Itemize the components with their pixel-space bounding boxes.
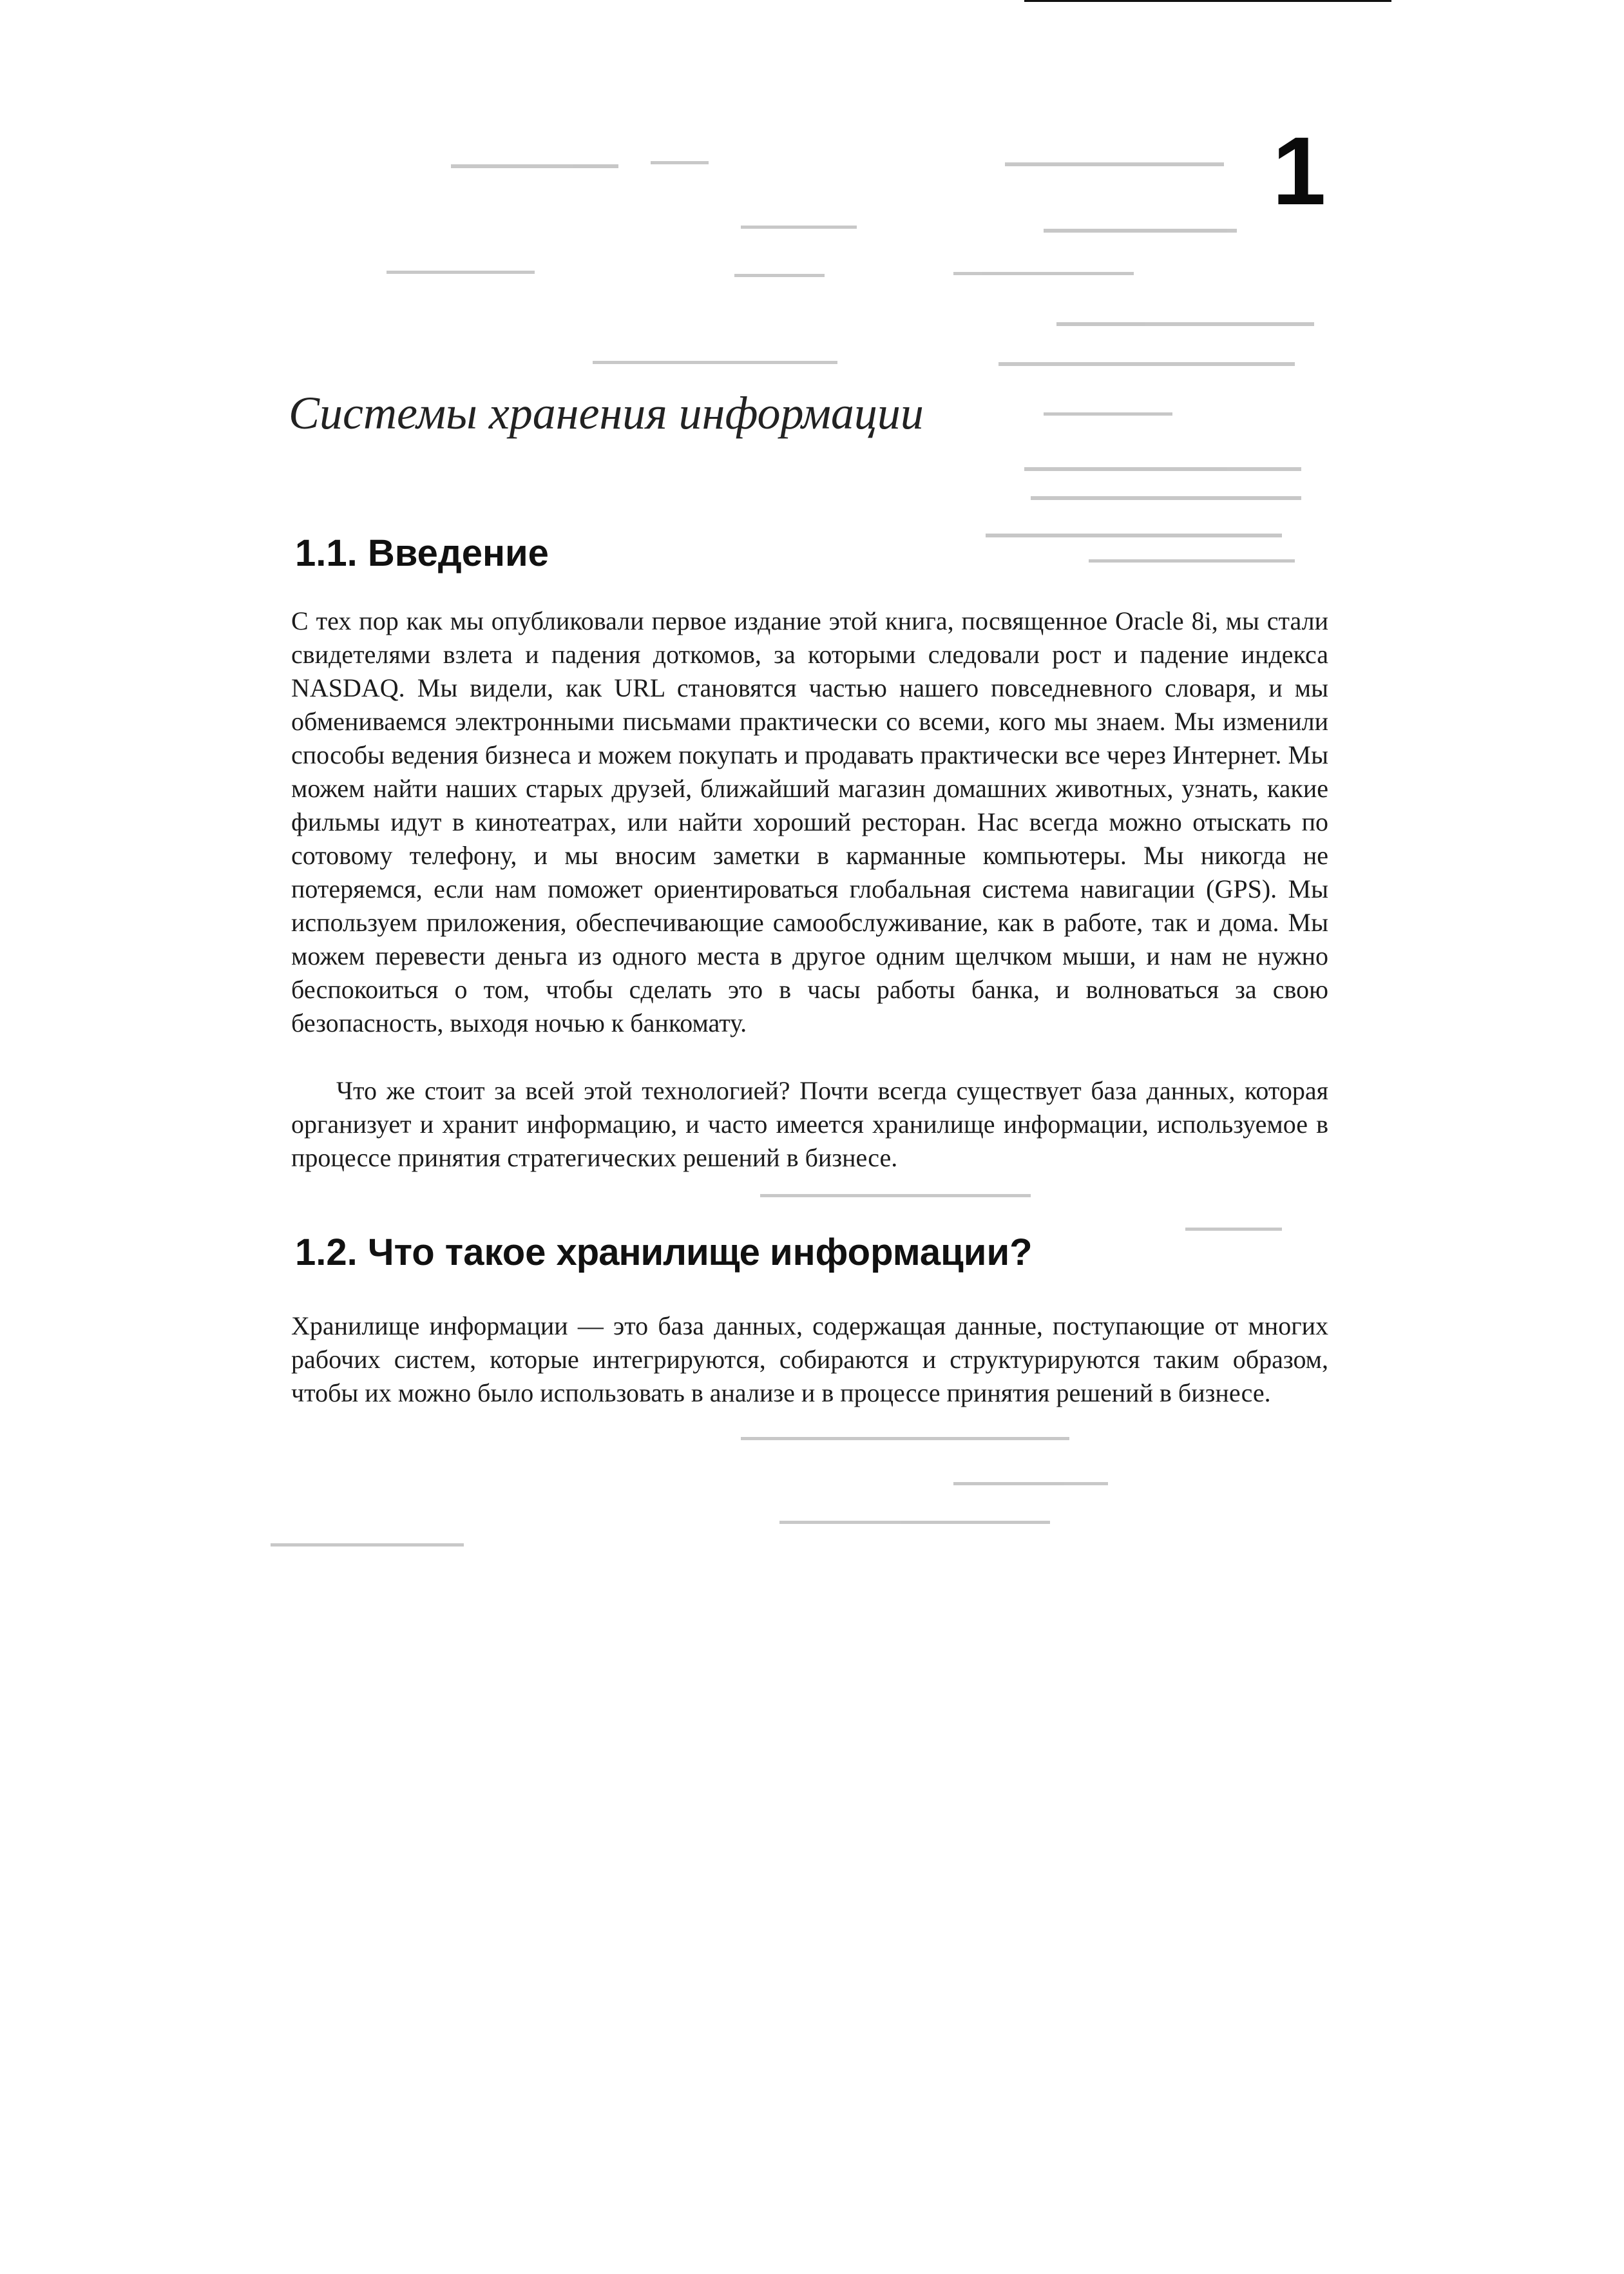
section-1-paragraph-2	[291, 1074, 1328, 1175]
section-2-paragraph-1	[291, 1309, 1328, 1410]
section-1-paragraph-1	[291, 604, 1328, 1040]
paragraph-text: С тех пор как мы опубликовали первое издание этой книга, посвященное Oracle 8i, мы стали свидетелями взлета и падения доткомов, за которыми следовали рост и падение индекса NASDAQ. Мы видели, как URL становятся частью нашего повседневного словаря, и мы обмениваемся электронными письмами практически со всеми, кого мы знаем. Мы изменили способы ведения бизнеса и можем покупать и продавать практически все через Интернет. Мы можем найти наших старых друзей, ближайший магазин домашних животных, узнать, какие фильмы идут в кинотеатрах, или найти хороший ресторан. Нас всегда можно отыскать по сотовому телефону, и мы вносим заметки в карманные компьютеры. Мы никогда не потеряемся, если нам поможет ориентироваться глобальная система навигации (GPS). Мы используем приложения, обеспечивающие самообслуживание, как в работе, так и дома. Мы можем перевести деньга из одного места в другое одним щелчком мыши, и нам не нужно беспокоиться о том, чтобы сделать это в часы работы банка, и волноваться за свою безопасность, выходя ночью к банкомату.	[291, 606, 1328, 1037]
chapter-number: 1	[1272, 117, 1326, 225]
heading-emphasis: хранилище	[556, 1231, 759, 1273]
heading-prefix: 1.2. Что такое	[295, 1231, 557, 1273]
section-heading-what-is-warehouse	[295, 1231, 1033, 1273]
paragraph-text: Что же стоит за всей этой технологией? Почти всегда существует база данных, которая организует и хранит информацию, и часто имеется хранилище информации, используемое в процессе принятия стратегических решений в бизнесе.	[291, 1076, 1328, 1172]
paragraph-text: Хранилище информации — это база данных, содержащая данные, поступающие от многих рабочих систем, которые интегрируются, собираются и структурируются таким образом, чтобы их можно было использовать в анализе и в процессе принятия решений в бизнесе.	[291, 1311, 1328, 1407]
section-heading-introduction: 1.1. Введение	[295, 532, 549, 574]
heading-suffix: информации?	[759, 1231, 1033, 1273]
chapter-title: Системы хранения информации	[289, 387, 924, 439]
